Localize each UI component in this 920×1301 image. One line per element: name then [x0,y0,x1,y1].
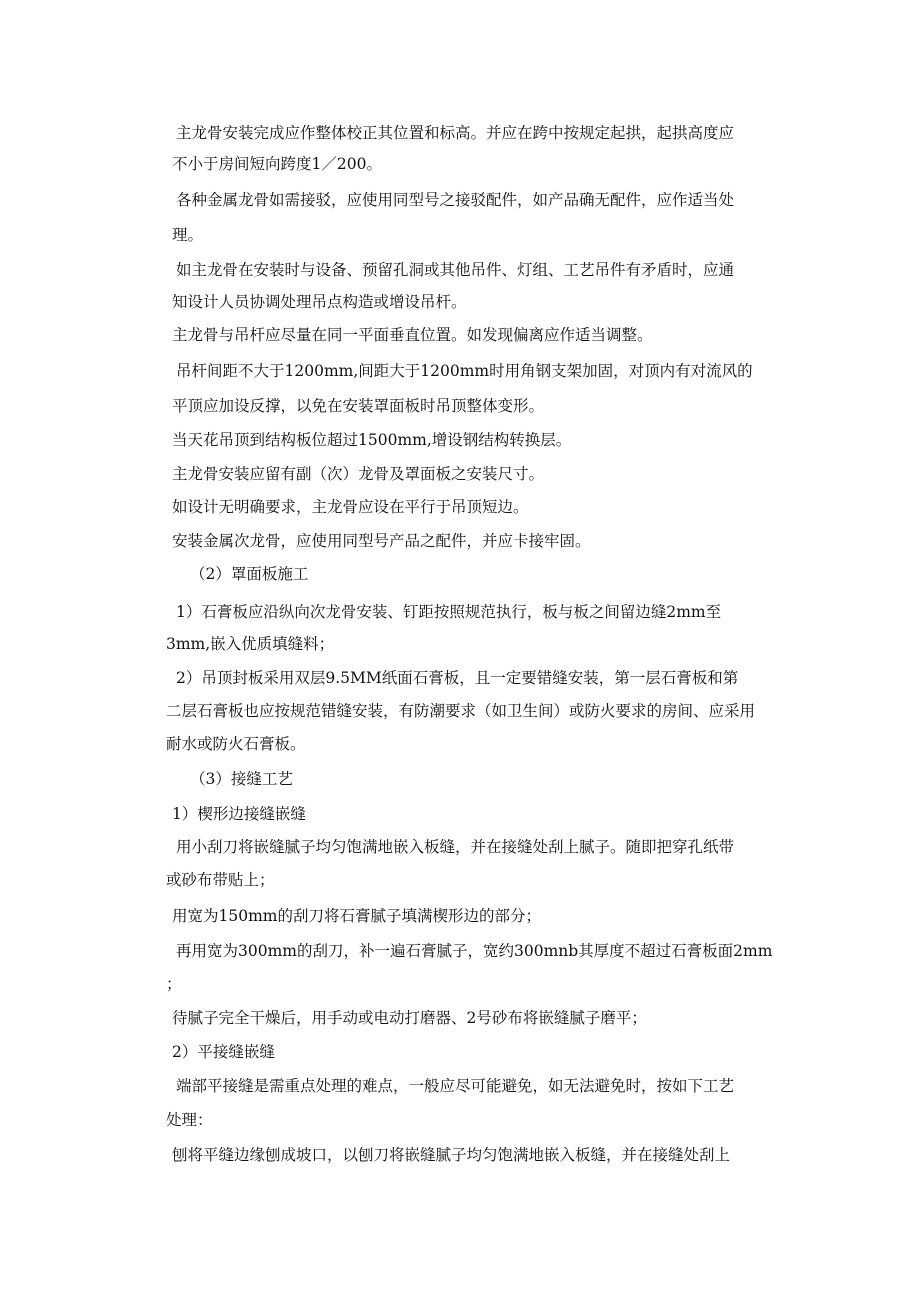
text-line: 刨将平缝边缘刨成坡口，以刨刀将嵌缝腻子均匀饱满地嵌入板缝，并在接缝处刮上 [172,1146,731,1164]
text-line: 耐水或防火石膏板。 [166,735,306,753]
text-line: 各种金属龙骨如需接驳，应使用同型号之接驳配件，如产品确无配件，应作适当处 [176,191,735,209]
text-line: 再用宽为300mm的刮刀，补一遍石膏腻子，宽约300mnb其厚度不超过石膏板面2mm [176,942,773,960]
text-line: 主龙骨安装完成应作整体校正其位置和标高。并应在跨中按规定起拱，起拱高度应 [176,124,735,142]
text-line: 如主龙骨在安装时与设备、预留孔洞或其他吊件、灯组、工艺吊件有矛盾时，应通 [176,261,735,279]
text-line: 当天花吊顶到结构板位超过1500mm,增设钢结构转换层。 [172,431,572,449]
text-line: 用宽为150mm的刮刀将石膏腻子填满楔形边的部分； [172,907,541,925]
section-heading: （2）罩面板施工 [190,565,309,583]
text-line: 2）吊顶封板采用双层9.5MM纸面石膏板，且一定要错缝安装，第一层石膏板和第 [176,669,739,687]
text-line: 吊杆间距不大于1200mm,间距大于1200mm时用角钢支架加固，对顶内有对流风的 [176,362,753,380]
text-line: 主龙骨安装应留有副（次）龙骨及罩面板之安装尺寸。 [172,465,545,483]
section-heading: （3）接缝工艺 [190,770,293,788]
sub-heading: 1）楔形边接缝嵌缝 [172,805,306,823]
text-line: 3mm,嵌入优质填缝料； [166,635,335,653]
text-line: 如设计无明确要求，主龙骨应设在平行于吊顶短边。 [172,498,529,516]
text-line: 知设计人员协调处理吊点构造或增设吊杆。 [172,293,467,311]
text-line: 或砂布带贴上； [166,871,275,889]
text-line: 用小刮刀将嵌缝腻子均匀饱满地嵌入板缝，并在接缝处刮上腻子。随即把穿孔纸带 [176,838,735,856]
text-line: 端部平接缝是需重点处理的难点，一般应尽可能避免，如无法避免时，按如下工艺 [176,1077,735,1095]
text-line: 不小于房间短向跨度1／200。 [172,155,382,173]
text-line: 理。 [172,226,204,244]
text-line: ； [166,975,182,993]
text-line: 主龙骨与吊杆应尽量在同一平面垂直位置。如发现偏离应作适当调整。 [172,326,653,344]
sub-heading: 2）平接缝嵌缝 [172,1043,275,1061]
text-line: 处理： [166,1111,213,1129]
text-line: 1）石膏板应沿纵向次龙骨安装、钉距按照规范执行，板与板之间留边缝2mm至 [176,603,722,621]
text-line: 安装金属次龙骨，应使用同型号产品之配件，并应卡接牢固。 [172,532,591,550]
text-line: 平顶应加设反撑，以免在安装罩面板时吊顶整体变形。 [172,397,545,415]
text-line: 二层石膏板也应按规范错缝安装，有防潮要求（如卫生间）或防火要求的房间、应采用 [166,702,756,720]
text-line: 待腻子完全干燥后，用手动或电动打磨器、2号砂布将嵌缝腻子磨平； [172,1009,647,1027]
